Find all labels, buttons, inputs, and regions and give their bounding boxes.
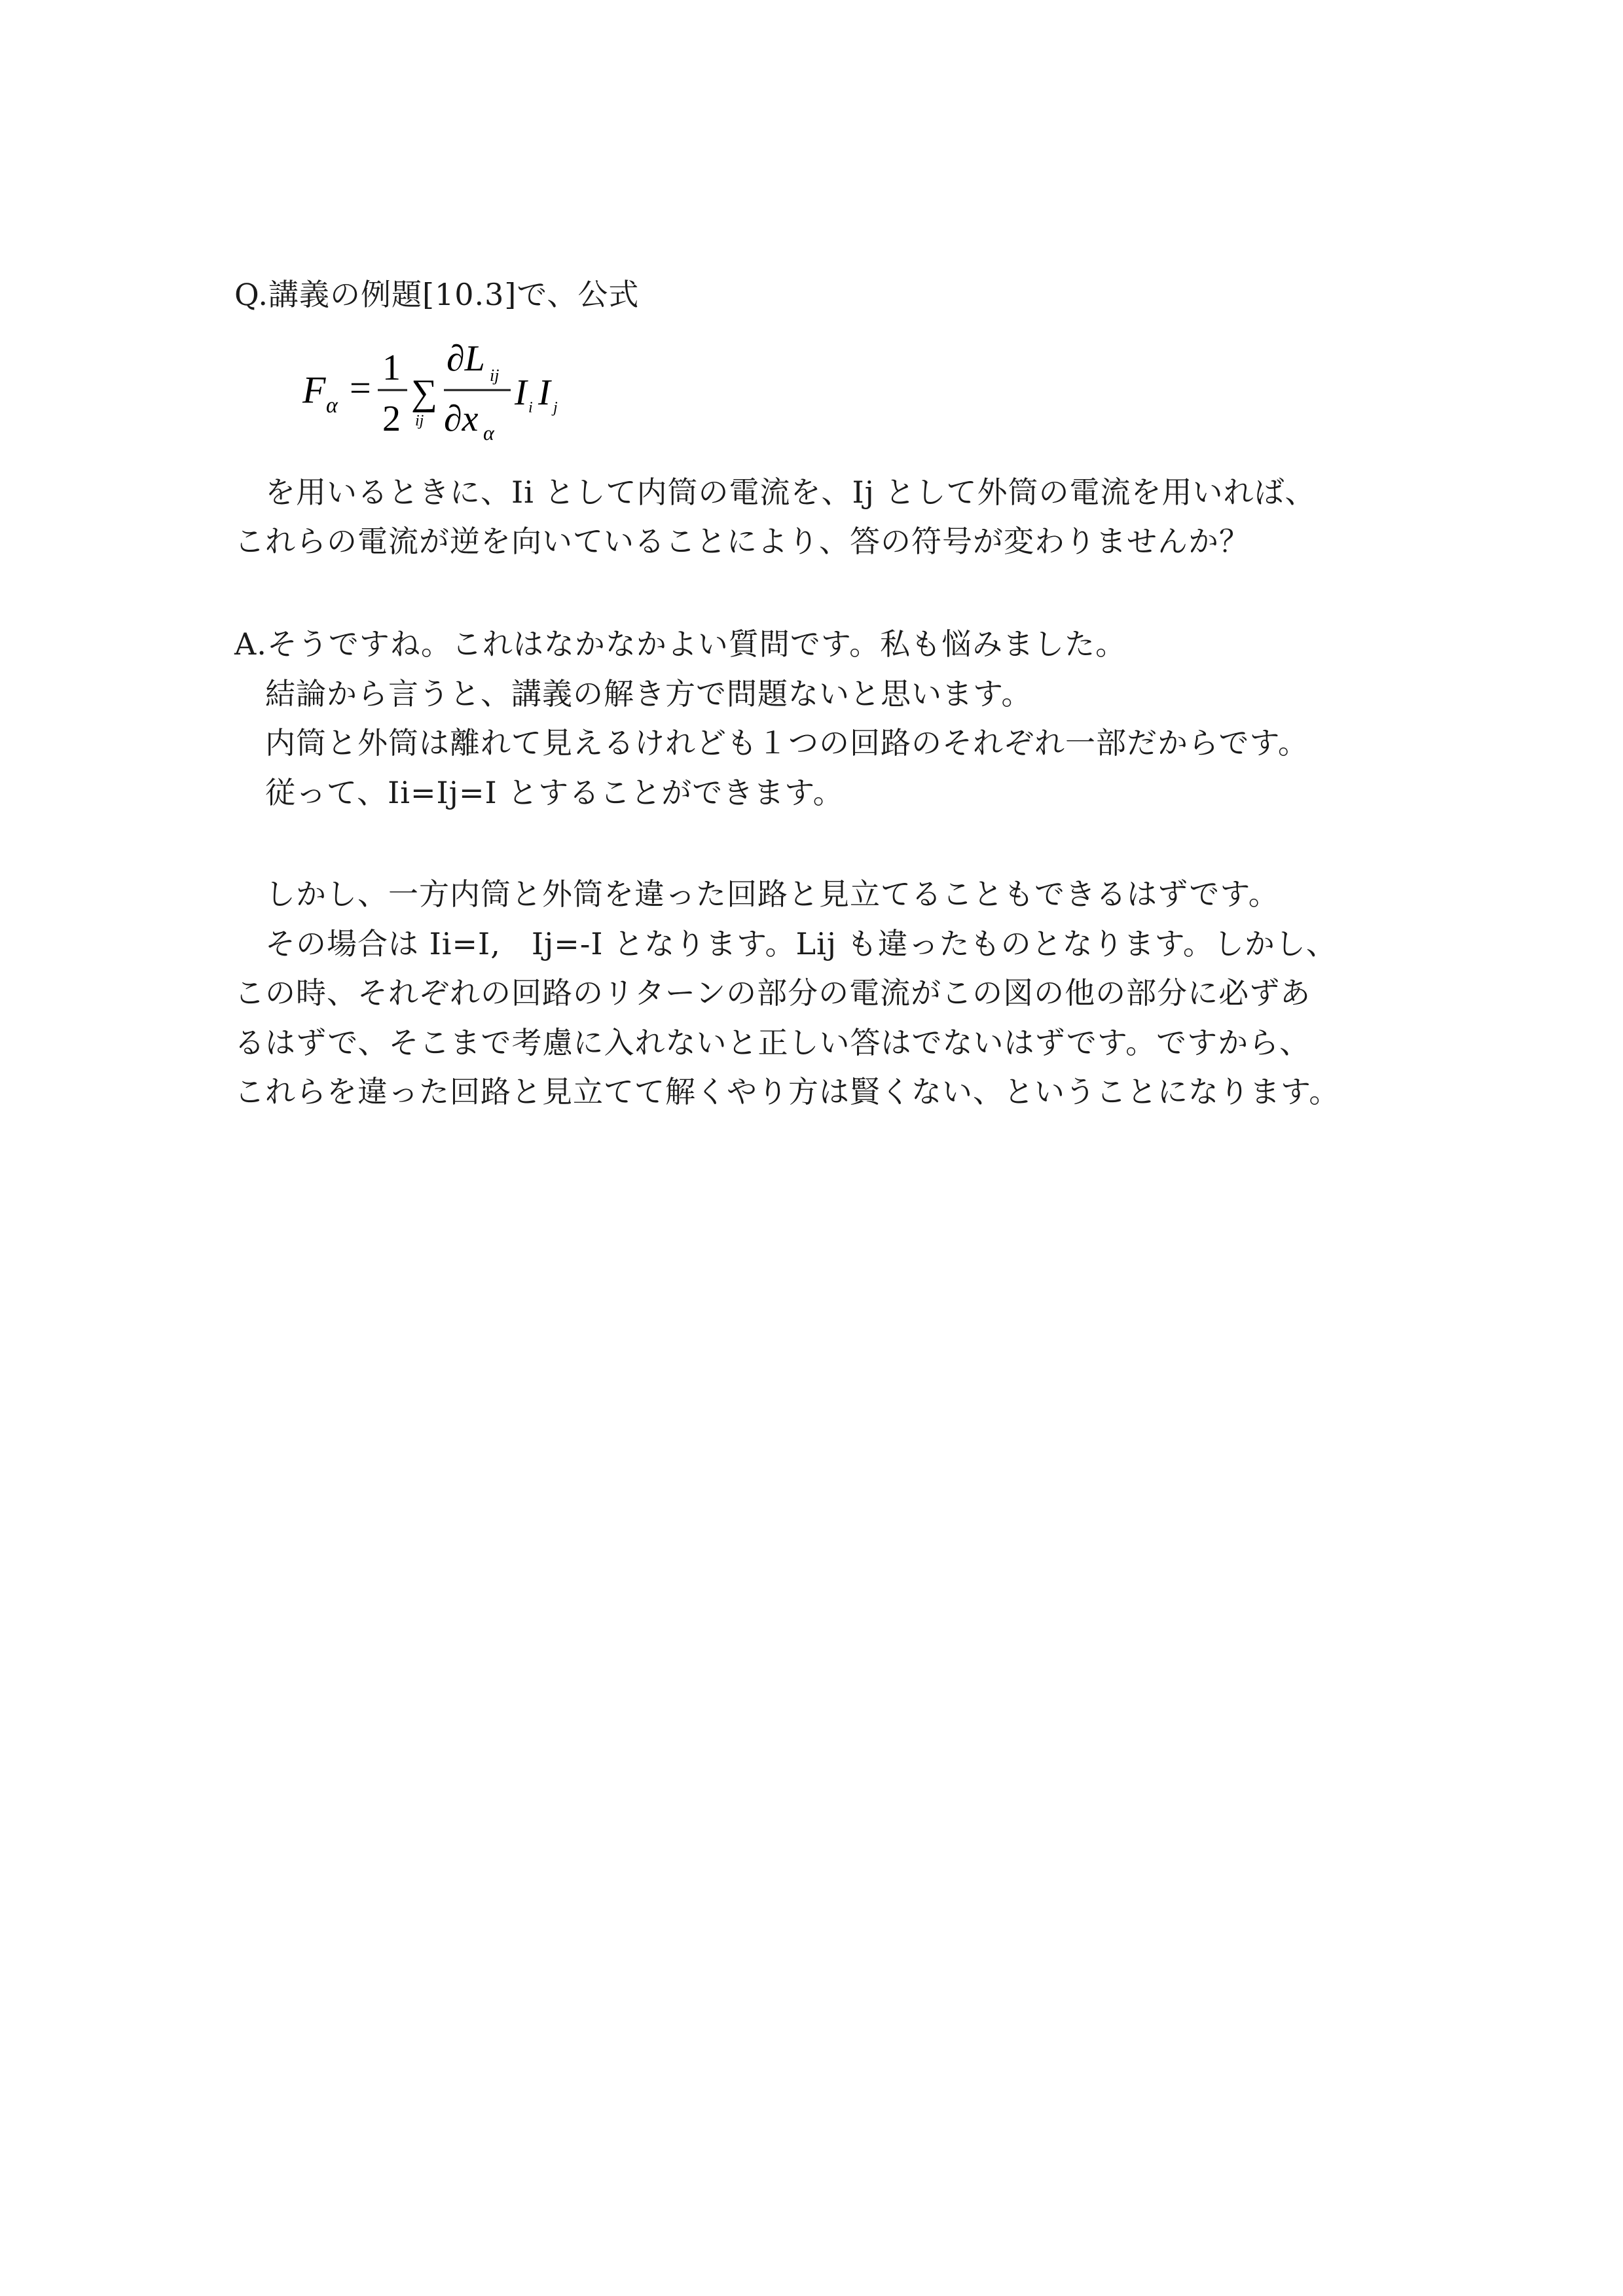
answer-line-7: この時、それぞれの回路のリターンの部分の電流がこの図の他の部分に必ずあ [234,975,1311,1011]
formula-partial-num: ∂L [447,338,485,379]
formula-lhs: F [302,368,326,411]
question-line-3: これらの電流が逆を向いていることにより、答の符号が変わりませんか？ [234,524,1250,559]
formula-half-num: 1 [382,348,401,388]
answer-line-9: これらを違った回路と見立てて解くやり方は賢くない、ということになります。 [234,1074,1340,1109]
formula-equals: = [350,367,371,409]
answer-line-5: しかし、一方内筒と外筒を違った回路と見立てることもできるはずです。 [234,876,1279,912]
formula-half-den: 2 [382,399,401,439]
answer-line-8: るはずで、そこまで考慮に入れないと正しい答はでないはずです。ですから、 [234,1025,1311,1060]
formula-current-j: I [538,372,551,413]
formula-sum: ∑ [411,372,437,413]
formula-current-i: I [515,372,527,413]
answer-line-3: 内筒と外筒は離れて見えるけれども１つの回路のそれぞれ一部だからです。 [234,725,1309,761]
formula-partial-den: ∂x [444,399,479,439]
question-line-2: を用いるときに、Ii として内筒の電流を、Ij として外筒の電流を用いれば、 [234,475,1316,510]
question-line-1: Q.講義の例題[10.3]で、公式 [234,277,640,312]
answer-line-4: 従って、Ii=Ij=I とすることができます。 [234,775,844,810]
formula-partial-num-sub: ij [490,366,500,385]
answer-line-6: その場合は Ii=I, Ij=-I となります。Lij も違ったものとなります。しかし、 [234,926,1337,961]
formula [302,327,577,458]
formula-current-j-sub: j [553,399,558,416]
formula-partial-den-sub: α [483,421,494,444]
formula-svg [302,327,577,458]
answer-line-1: A.そうですね。これはなかなかよい質問です。私も悩みました。 [234,626,1127,662]
formula-sum-sub: ij [415,412,424,429]
formula-current-i-sub: i [528,399,533,416]
answer-line-2: 結論から言うと、講義の解き方で問題ないと思います。 [234,676,1032,711]
formula-lhs-sub: α [326,393,338,418]
